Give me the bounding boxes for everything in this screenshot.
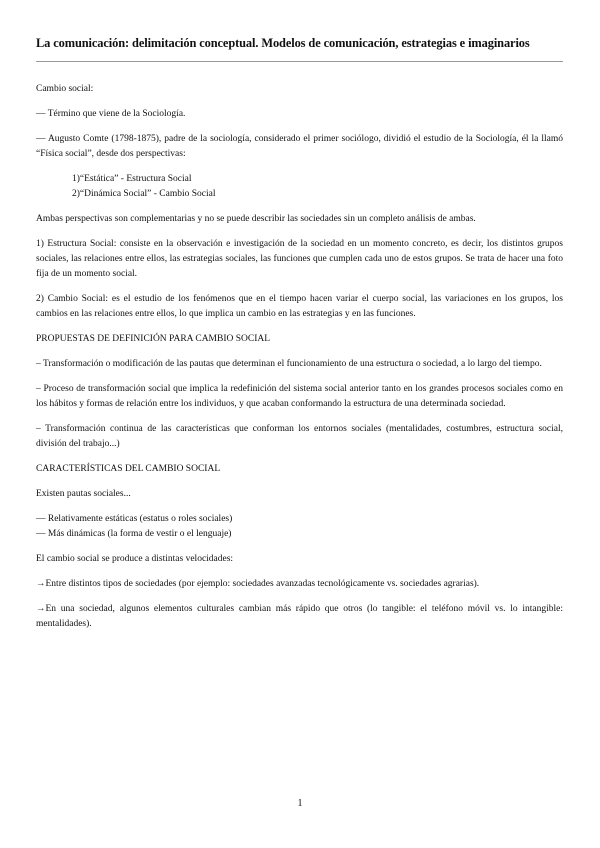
paragraph-augusto-comte: — Augusto Comte (1798-1875), padre de la sociología, considerado el primer sociólogo, dividió el estudio de la Sociología, él la llamó “Física social”, desde dos perspectivas: — [36, 134, 563, 159]
section-heading-caracteristicas: CARACTERÍSTICAS DEL CAMBIO SOCIAL — [36, 464, 221, 474]
document-title: La comunicación: delimitación conceptual. Modelos de comunicación, estrategias e imaginarios — [36, 36, 530, 50]
list-item-dinamicas: — Más dinámicas (la forma de vestir o el lenguaje) — [36, 529, 232, 539]
document-body — [36, 82, 563, 642]
definition-item-2: – Proceso de transformación social que implica la redefinición del sistema social anterior tanto en los grandes procesos sociales como en los hábitos y formas de relación entre los individuos, y que acaban conformando la estructura de una determinada sociedad. — [36, 384, 563, 409]
paragraph-cambio-social-definition: 2) Cambio Social: es el estudio de los fenómenos que en el tiempo hacen variar el cuerpo social, las variaciones en los grupos, los cambios en las relaciones entre ellos, lo que implica un cambio en las estrategias y en las funciones. — [36, 294, 563, 319]
arrow-item-sociedades: →Entre distintos tipos de sociedades (por ejemplo: sociedades avanzadas tecnológicamente vs. sociedades agrarias). — [36, 579, 480, 589]
paragraph-estructura-social: 1) Estructura Social: consiste en la observación e investigación de la sociedad en un momento concreto, es decir, los distintos grupos sociales, las relaciones entre ellos, las estrategias sociales, las funciones que cumplen cada uno de estos grupos. Se trata de hacer una foto fija de un momento social. — [36, 239, 563, 279]
paragraph-velocidades: El cambio social se produce a distintas velocidades: — [36, 554, 234, 564]
list-item-estaticas: — Relativamente estáticas (estatus o roles sociales) — [36, 514, 233, 524]
page-number: 1 — [297, 798, 303, 809]
list-item-dinamica: 2)“Dinámica Social” - Cambio Social — [72, 189, 216, 199]
definition-item-3: – Transformación continua de las características que conforman los entornos sociales (mentalidades, costumbres, estructura social, división del trabajo...) — [36, 424, 563, 449]
paragraph-pautas-sociales: Existen pautas sociales... — [36, 489, 131, 499]
paragraph-termino-sociologia: — Término que viene de la Sociología. — [36, 109, 186, 119]
definition-item-1: – Transformación o modificación de las pautas que determinan el funcionamiento de una estructura o sociedad, a lo largo del tiempo. — [36, 359, 542, 369]
header-divider — [36, 61, 563, 62]
paragraph-cambio-social-heading: Cambio social: — [36, 84, 94, 94]
paragraph-ambas-perspectivas: Ambas perspectivas son complementarias y no se puede describir las sociedades sin un completo análisis de ambas. — [36, 214, 476, 224]
arrow-item-elementos-culturales: →En una sociedad, algunos elementos culturales cambian más rápido que otros (lo tangible: el teléfono móvil vs. lo intangible: mentalidades). — [36, 604, 563, 629]
list-item-estatica: 1)“Estática” - Estructura Social — [72, 174, 192, 184]
section-heading-propuestas: PROPUESTAS DE DEFINICIÓN PARA CAMBIO SOCIAL — [36, 334, 271, 344]
